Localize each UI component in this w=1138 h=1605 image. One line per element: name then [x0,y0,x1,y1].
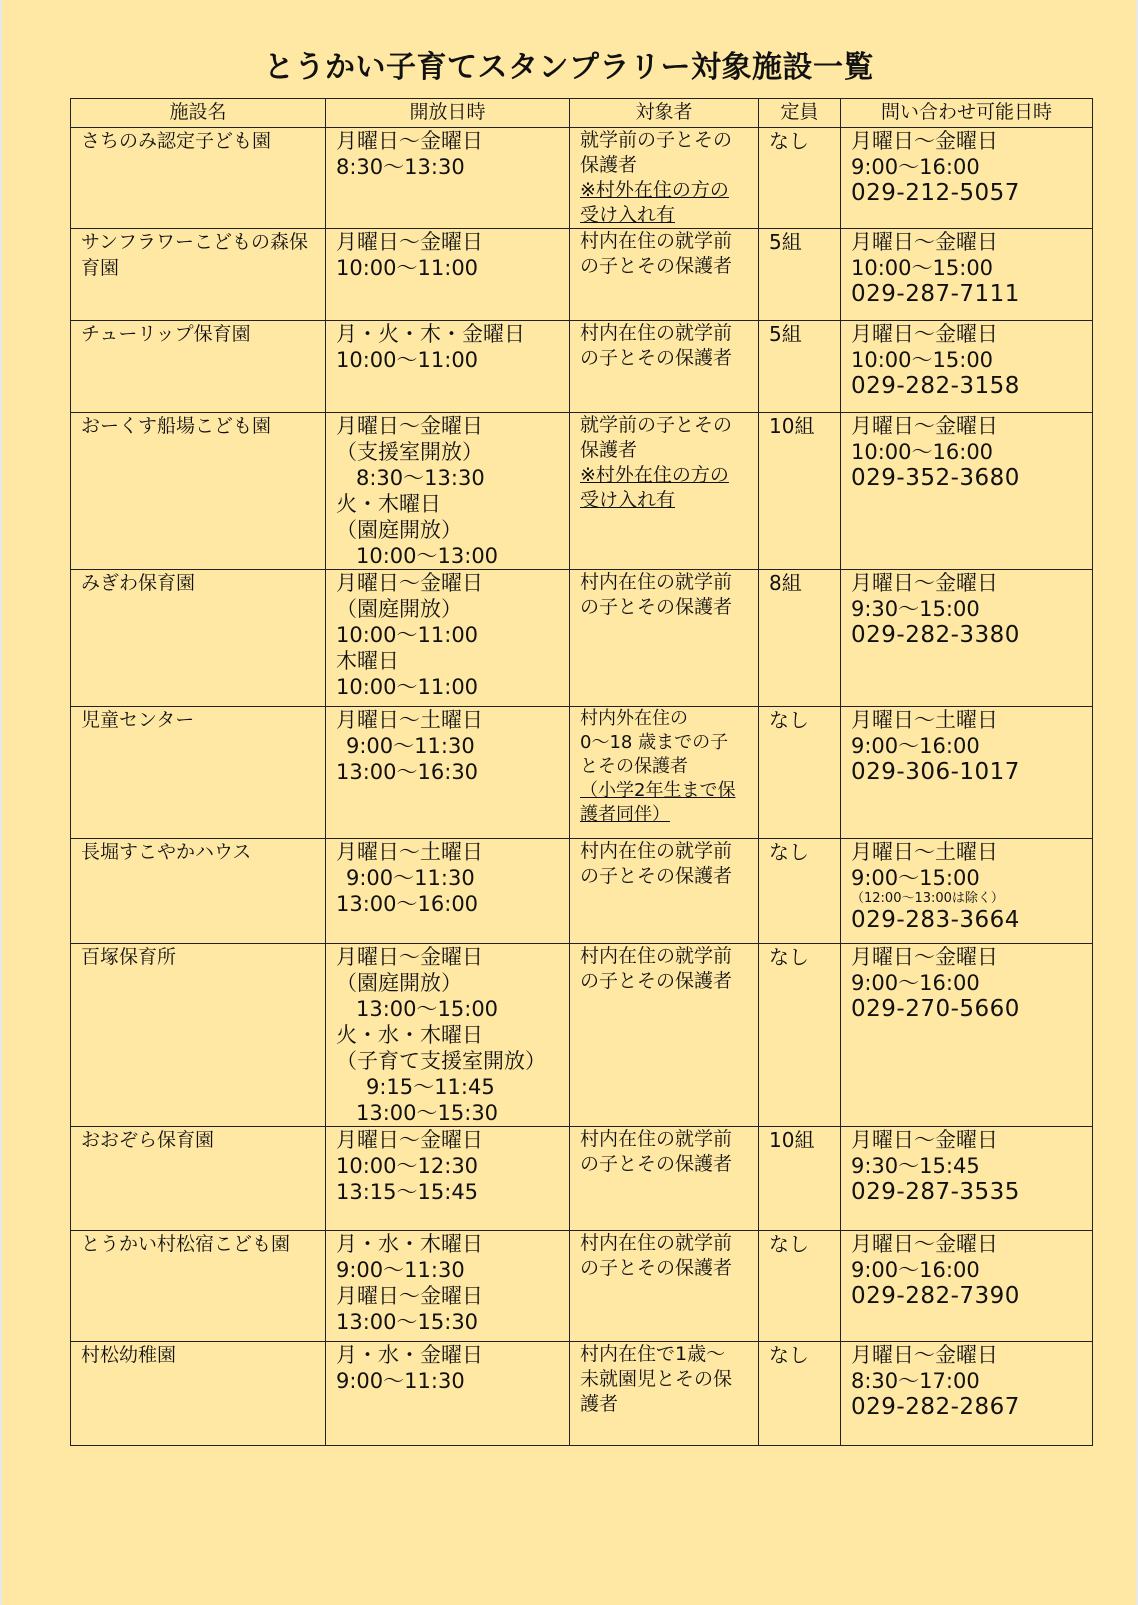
contact-cell [841,839,1093,944]
open-hours-line: （子育て支援室開放） [336,1049,546,1073]
open-hours-line: 9:00～11:30 [336,1369,465,1393]
contact-hours-line: 月曜日～金曜日 [851,414,998,438]
phone-number: 029-287-3535 [851,1179,1020,1205]
open-hours-line: 9:15～11:45 [366,1075,495,1099]
contact-hours-line: 月曜日～土曜日 [851,840,998,864]
table-header-row [71,99,1093,128]
target-line: 村内在住の就学前 [580,571,733,593]
contact-hours-line: 9:00～16:00 [851,971,980,995]
contact-cell [841,229,1093,321]
open-hours-line: 13:00～16:00 [336,892,479,916]
contact-cell [841,1127,1093,1231]
open-hours-line: （支援室開放） [336,440,483,464]
target-line: 村内在住の就学前 [580,230,733,252]
facility-name-cell [71,839,326,944]
contact-hours-line: 9:30～15:45 [851,1154,980,1178]
table-row [71,128,1093,229]
contact-hours-line: 10:00～16:00 [851,440,994,464]
target-line: 村内外在住の [580,708,688,729]
open-hours-line: 月曜日～土曜日 [336,840,483,864]
target-line: とその保護者 [580,756,688,777]
target-line: 就学前の子とその [580,414,733,436]
target-line: 受け入れ有 [580,489,676,511]
facility-name-cell [71,229,326,321]
target-cell [570,1342,759,1446]
target-line: 保護者 [580,154,638,176]
target-line: 村内在住の就学前 [580,840,733,862]
target-line: 保護者 [580,439,638,461]
target-line: の子とその保護者 [580,970,733,992]
facility-name: 育園 [81,257,120,279]
open-hours-line: 13:00～15:30 [356,1101,499,1125]
capacity-cell [759,229,841,321]
document-title: とうかい子育てスタンプラリー対象施設一覧 [264,50,874,85]
facility-name-cell [71,1231,326,1342]
target-cell [570,707,759,839]
open-hours-line: 9:00～11:30 [336,1258,465,1282]
capacity-value: なし [769,1232,809,1256]
target-line: ※村外在住の方の [580,464,729,486]
table-row [71,707,1093,839]
phone-number: 029-352-3680 [851,465,1020,491]
capacity-cell [759,128,841,229]
open-hours-line: 月曜日～金曜日 [336,1128,483,1152]
open-hours-line: 月・火・木・金曜日 [336,322,525,346]
contact-cell [841,1231,1093,1342]
phone-number: 029-282-3380 [851,622,1020,648]
contact-hours-line: 月曜日～金曜日 [851,571,998,595]
open-hours-cell [326,944,570,1127]
target-line: 受け入れ有 [580,204,676,226]
contact-cell [841,321,1093,413]
contact-hours-line: 月曜日～金曜日 [851,1128,998,1152]
contact-hours-line: 月曜日～金曜日 [851,945,998,969]
phone-number: 029-282-3158 [851,373,1020,399]
target-cell [570,321,759,413]
open-hours-line: （園庭開放） [336,597,462,621]
open-hours-cell [326,839,570,944]
header-capacity: 定員 [759,99,841,128]
contact-cell [841,413,1093,570]
header-open-hours: 開放日時 [326,99,570,128]
table-row [71,321,1093,413]
open-hours-line: 10:00～11:00 [336,256,479,280]
open-hours-cell [326,229,570,321]
target-cell [570,128,759,229]
table-row [71,229,1093,321]
contact-cell [841,128,1093,229]
target-line: ※村外在住の方の [580,179,729,201]
facility-name-cell [71,944,326,1127]
phone-number: 029-306-1017 [851,759,1020,785]
capacity-cell [759,321,841,413]
open-hours-line: 木曜日 [336,649,399,673]
contact-cell [841,944,1093,1127]
target-line: の子とその保護者 [580,255,733,277]
open-hours-cell [326,570,570,707]
contact-hours-line: 9:30～15:00 [851,597,980,621]
phone-number: 029-287-7111 [851,281,1020,307]
target-line: 就学前の子とその [580,129,733,151]
capacity-value: 8組 [769,571,802,595]
capacity-value: 10組 [769,1128,815,1152]
open-hours-line: 13:00～16:30 [336,760,479,784]
open-hours-cell [326,1342,570,1446]
target-cell [570,1127,759,1231]
header-facility-name: 施設名 [71,99,326,128]
open-hours-cell [326,321,570,413]
contact-hours-line: 月曜日～金曜日 [851,1343,998,1367]
target-line: の子とその保護者 [580,347,733,369]
table-row [71,944,1093,1127]
table-row [71,1127,1093,1231]
facility-name-cell [71,707,326,839]
capacity-cell [759,570,841,707]
open-hours-line: 月・水・金曜日 [336,1343,483,1367]
target-line: 村内在住で1歳～ [580,1343,726,1365]
open-hours-line: 8:30～13:30 [336,155,465,179]
contact-hours-line: 月曜日～土曜日 [851,708,998,732]
target-cell [570,229,759,321]
target-cell [570,1231,759,1342]
facility-name: 百塚保育所 [81,946,177,968]
capacity-value: なし [769,840,809,864]
facility-name: みぎわ保育園 [81,572,196,594]
target-line: （小学2年生まで保 [580,780,736,801]
contact-cell [841,707,1093,839]
target-line: の子とその保護者 [580,1153,733,1175]
facility-name-cell [71,1342,326,1446]
contact-hours-line: 月曜日～金曜日 [851,322,998,346]
contact-note: （12:00～13:00は除く） [851,891,1004,906]
table-row [71,1342,1093,1446]
contact-hours-line: 9:00～16:00 [851,155,980,179]
capacity-value: 5組 [769,322,802,346]
capacity-value: なし [769,945,809,969]
facility-name: おおぞら保育園 [81,1129,215,1151]
open-hours-line: 月曜日～金曜日 [336,945,483,969]
table-row [71,839,1093,944]
open-hours-cell [326,128,570,229]
facility-name: 児童センター [81,709,195,731]
open-hours-line: 月曜日～金曜日 [336,571,483,595]
open-hours-line: 火・水・木曜日 [336,1023,483,1047]
phone-number: 029-282-2867 [851,1394,1020,1420]
target-line: 村内在住の就学前 [580,322,733,344]
contact-hours-line: 8:30～17:00 [851,1369,980,1393]
open-hours-line: 火・木曜日 [336,492,441,516]
open-hours-line: 10:00～12:30 [336,1154,479,1178]
capacity-cell [759,1231,841,1342]
target-line: 村内在住の就学前 [580,1128,733,1150]
capacity-value: 5組 [769,230,802,254]
open-hours-line: （園庭開放） [336,971,462,995]
capacity-cell [759,707,841,839]
contact-hours-line: 10:00～15:00 [851,348,994,372]
open-hours-line: 月曜日～金曜日 [336,1284,483,1308]
header-target: 対象者 [570,99,759,128]
table-row [71,570,1093,707]
open-hours-line: 月曜日～金曜日 [336,414,483,438]
facility-name: 長堀すこやかハウス [81,841,252,863]
facility-name: さちのみ認定子ども園 [81,130,272,152]
target-line: 護者同伴） [580,804,670,825]
phone-number: 029-212-5057 [851,180,1020,206]
target-cell [570,839,759,944]
open-hours-line: 月曜日～金曜日 [336,129,483,153]
target-cell [570,413,759,570]
table-row [71,413,1093,570]
facility-name: サンフラワーこどもの森保 [81,231,309,253]
open-hours-line: （園庭開放） [336,518,462,542]
phone-number: 029-282-7390 [851,1283,1020,1309]
open-hours-line: 10:00～11:00 [336,623,479,647]
open-hours-line: 13:00～15:30 [336,1310,479,1334]
target-line: 村内在住の就学前 [580,945,733,967]
open-hours-line: 10:00～11:00 [336,675,479,699]
contact-hours-line: 9:00～16:00 [851,734,980,758]
contact-cell [841,1342,1093,1446]
contact-hours-line: 9:00～15:00 [851,866,980,890]
target-line: 村内在住の就学前 [580,1232,733,1254]
table-row [71,1231,1093,1342]
capacity-value: なし [769,708,809,732]
phone-number: 029-283-3664 [851,907,1020,933]
facility-name: おーくす船場こども園 [81,415,272,437]
open-hours-cell [326,1127,570,1231]
target-cell [570,944,759,1127]
capacity-cell [759,1127,841,1231]
target-line: 護者 [580,1393,619,1415]
open-hours-line: 9:00～11:30 [346,734,475,758]
facility-name-cell [71,1127,326,1231]
facility-name: チューリップ保育園 [81,323,251,345]
contact-hours-line: 10:00～15:00 [851,256,994,280]
open-hours-line: 8:30～13:30 [356,466,485,490]
contact-cell [841,570,1093,707]
capacity-value: なし [769,1343,809,1367]
facility-name: 村松幼稚園 [81,1344,177,1366]
target-line: の子とその保護者 [580,1257,733,1279]
open-hours-line: 月曜日～金曜日 [336,230,483,254]
open-hours-cell [326,413,570,570]
open-hours-line: 13:00～15:00 [356,997,499,1021]
target-line: の子とその保護者 [580,865,733,887]
header-contact-hours: 問い合わせ可能日時 [841,99,1093,128]
contact-hours-line: 月曜日～金曜日 [851,129,998,153]
target-line: 未就園児とその保 [580,1368,733,1390]
target-line: の子とその保護者 [580,596,733,618]
capacity-cell [759,944,841,1127]
open-hours-line: 10:00～11:00 [336,348,479,372]
contact-hours-line: 月曜日～金曜日 [851,1232,998,1256]
open-hours-cell [326,707,570,839]
contact-hours-line: 月曜日～金曜日 [851,230,998,254]
open-hours-line: 9:00～11:30 [346,866,475,890]
open-hours-line: 13:15～15:45 [336,1180,479,1204]
facility-name-cell [71,321,326,413]
open-hours-line: 月・水・木曜日 [336,1232,483,1256]
open-hours-line: 月曜日～土曜日 [336,708,483,732]
capacity-cell [759,413,841,570]
facility-table [70,98,1093,1446]
target-line: 0～18 歳までの子 [580,732,729,753]
facility-name: とうかい村松宿こども園 [81,1233,291,1255]
capacity-value: 10組 [769,414,815,438]
open-hours-line: 10:00～13:00 [356,544,499,568]
contact-hours-line: 9:00～16:00 [851,1258,980,1282]
open-hours-cell [326,1231,570,1342]
phone-number: 029-270-5660 [851,996,1020,1022]
capacity-cell [759,1342,841,1446]
target-cell [570,570,759,707]
facility-name-cell [71,413,326,570]
capacity-value: なし [769,129,809,153]
facility-name-cell [71,128,326,229]
facility-name-cell [71,570,326,707]
capacity-cell [759,839,841,944]
